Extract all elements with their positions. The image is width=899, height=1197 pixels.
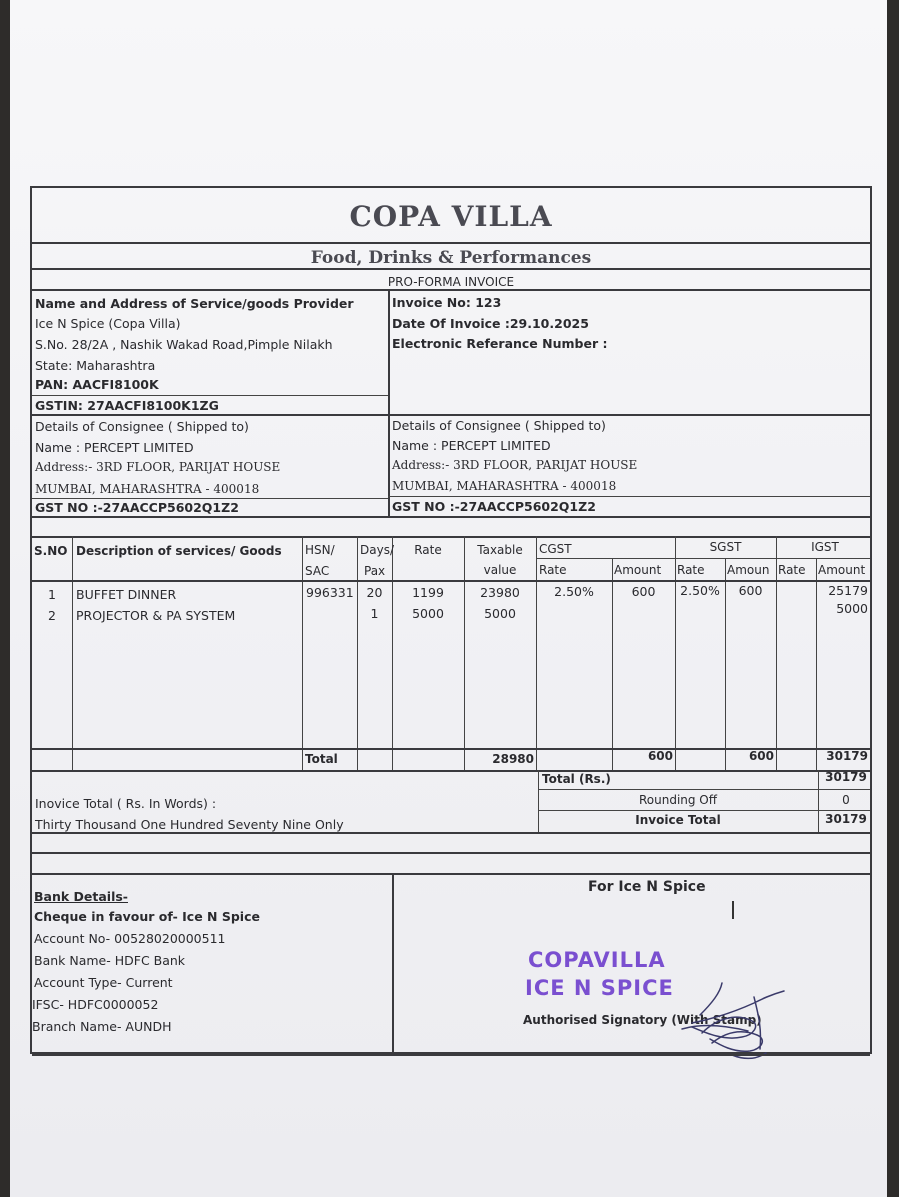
divider	[32, 289, 870, 291]
provider-name: Ice N Spice (Copa Villa)	[35, 316, 181, 331]
shipped-to-heading: Details of Consignee ( Shipped to)	[392, 418, 606, 433]
divider	[32, 498, 388, 499]
total-igst: 30179	[826, 749, 868, 763]
cheque-in-favour: Cheque in favour of- Ice N Spice	[34, 909, 260, 924]
rounding-off-label: Rounding Off	[638, 793, 718, 807]
shipped-to-address-line1: Address:- 3RD FLOOR, PARIJAT HOUSE	[392, 458, 638, 472]
provider-state: State: Maharashtra	[35, 358, 156, 373]
col-hsn-sac: SAC	[305, 564, 330, 578]
shipped-to-address-line2: MUMBAI, MAHARASHTRA - 400018	[392, 479, 617, 493]
col-taxable-value: value	[483, 563, 517, 577]
col-igst-amount: Amount	[818, 563, 866, 577]
col-cgst-amount: Amount	[614, 563, 662, 577]
col-igst: IGST	[811, 540, 839, 554]
divider	[32, 395, 388, 396]
bank-name: Bank Name- HDFC Bank	[34, 953, 186, 968]
items-total-label: Total	[305, 752, 338, 766]
divider	[32, 536, 870, 538]
total-rs-value: 30179	[825, 770, 867, 784]
electronic-reference-number: Electronic Referance Number :	[392, 336, 608, 351]
invoice-date: Date Of Invoice :29.10.2025	[392, 316, 589, 331]
branch-name: Branch Name- AUNDH	[32, 1019, 172, 1034]
provider-address: S.No. 28/2A , Nashik Wakad Road,Pimple Nilakh	[35, 337, 333, 352]
col-sgst-rate: Rate	[677, 563, 705, 577]
total-rs-label: Total (Rs.)	[542, 772, 611, 786]
col-rate: Rate	[414, 543, 442, 557]
invoice-document: COPA VILLA Food, Drinks & Performances PRO-FORMA INVOICE Name and Address of Service/goods Provider Ice N Spice (Copa Villa) S.No. 28/2A , Nashik Wakad Road,Pimple Nilakh State: Maharashtra PAN: AACFI8100K GSTIN: 27AACFI8100K1ZG Invoice No: 123 Date Of Invoice :29.10.2025 Electronic Referance Number : Details of Consignee ( Shipped to) Name : PERCEPT LIMITED Address:- 3RD FLOOR, PARIJAT HOUSE MUMBAI, MAHARASHTRA - 400018 GST NO :-27AACCP5602Q1Z2 Details of Consignee ( Shipped to) Name : PERCEPT LIMITED Address:- 3RD FLOOR, PARIJAT HOUSE MUMBAI, MAHARASHTRA - 400018 GST NO :-27AACCP5602Q1Z2 S.NO Description of services/ Goods HSN/ SAC Days/ Pax Rate Taxable value CGST SGST IGST Rate Amount Rate Amoun Rate Amount 1 BUFFET DINNER 996331 20 1199 23980 2.50% 600 2.50% 600 25179 2 PROJECTOR & PA SYSTEM 1 5000 5000 5000 Total 28980 600 600 30179 Total (Rs.) 30179 Rounding Off 0 Invoice Total 30179 Inovice Total ( Rs. In Words) : Thirty Thousand One Hundred Seventy Nine Only Bank Details- Cheque in favour of- Ice N Spice Account No- 00528020000511 Bank Name- HDFC Bank Account Type- Current IFSC- HDFC0000052 Branch Name- AUNDH For Ice N Spice COPAVILLA ICE N SPICE Authorised Signatory (With Stamp)	[30, 186, 872, 1054]
provider-gstin: GSTIN: 27AACFI8100K1ZG	[35, 398, 219, 413]
divider	[32, 516, 870, 518]
consignee-address-line2: MUMBAI, MAHARASHTRA - 400018	[35, 482, 260, 496]
col-igst-rate: Rate	[778, 563, 806, 577]
total-sgst: 600	[748, 749, 774, 763]
col-sno: S.NO	[34, 544, 68, 558]
stamp-line-2: ICE N SPICE	[525, 976, 674, 1000]
account-number: Account No- 00528020000511	[34, 931, 226, 946]
col-sgst-amount: Amoun	[727, 563, 770, 577]
for-company-label: For Ice N Spice	[588, 879, 706, 895]
consignee-address-line1: Address:- 3RD FLOOR, PARIJAT HOUSE	[35, 460, 281, 474]
consignee-heading: Details of Consignee ( Shipped to)	[35, 419, 249, 434]
col-days-pax: Pax	[364, 564, 386, 578]
col-cgst: CGST	[539, 542, 572, 556]
invoice-total-label: Invoice Total	[635, 813, 721, 827]
col-description: Description of services/ Goods	[76, 544, 282, 558]
divider	[32, 1054, 870, 1056]
amount-in-words: Thirty Thousand One Hundred Seventy Nine Only	[35, 817, 344, 832]
col-sgst: SGST	[709, 540, 742, 554]
account-type: Account Type- Current	[34, 975, 173, 990]
col-days: Days/	[360, 543, 394, 557]
document-type: PRO-FORMA INVOICE	[387, 275, 515, 289]
invoice-paper	[10, 0, 887, 1197]
divider	[32, 242, 870, 244]
stamp-line-1: COPAVILLA	[528, 948, 666, 972]
shipped-to-name: Name : PERCEPT LIMITED	[392, 438, 551, 453]
provider-heading: Name and Address of Service/goods Provider	[35, 296, 354, 311]
consignee-gst-number: GST NO :-27AACCP5602Q1Z2	[35, 500, 239, 515]
authorised-signatory: Authorised Signatory (With Stamp)	[523, 1013, 762, 1027]
col-hsn: HSN/	[305, 543, 335, 557]
col-taxable: Taxable	[477, 543, 523, 557]
invoice-total-value: 30179	[825, 812, 867, 826]
column-divider	[388, 289, 390, 517]
consignee-name: Name : PERCEPT LIMITED	[35, 440, 194, 455]
provider-pan: PAN: AACFI8100K	[35, 377, 159, 392]
divider	[32, 414, 870, 416]
brand-title: COPA VILLA	[349, 200, 553, 233]
divider	[388, 496, 870, 497]
ifsc-code: IFSC- HDFC0000052	[32, 997, 159, 1012]
shipped-to-gst-number: GST NO :-27AACCP5602Q1Z2	[392, 499, 596, 514]
brand-tagline: Food, Drinks & Performances	[310, 248, 592, 268]
bank-details-heading: Bank Details-	[34, 889, 128, 904]
invoice-number: Invoice No: 123	[392, 295, 502, 310]
amount-in-words-label: Inovice Total ( Rs. In Words) :	[35, 796, 217, 811]
col-cgst-rate: Rate	[539, 563, 567, 577]
rounding-off-value: 0	[842, 793, 850, 807]
divider	[32, 268, 870, 270]
total-taxable: 28980	[492, 752, 534, 766]
pen-mark-icon	[732, 901, 734, 919]
total-cgst: 600	[647, 749, 673, 763]
